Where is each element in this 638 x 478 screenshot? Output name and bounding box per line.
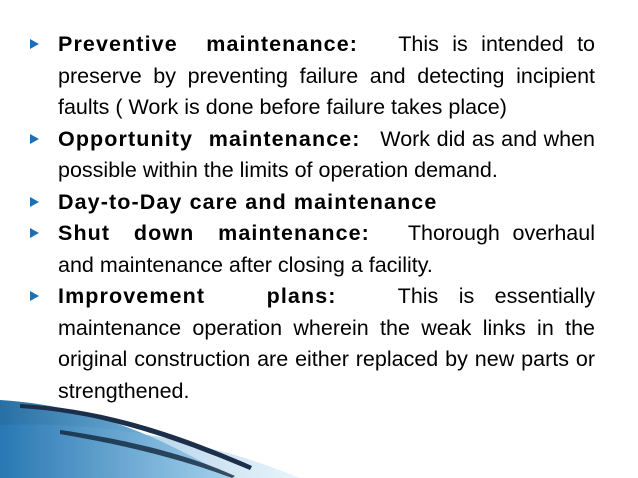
bullet-description: Thorough overhaul and maintenance after closing a facility. <box>58 221 595 277</box>
bullet-term: Shut down maintenance: <box>58 221 370 245</box>
bullet-improvement-plans <box>30 281 595 407</box>
bullet-arrow-icon <box>30 228 39 238</box>
bullet-term: Preventive maintenance: <box>58 32 359 56</box>
bullet-day-to-day-care <box>30 187 595 219</box>
bullet-description: This is essentially maintenance operation wherein the weak links in the original construction are either replaced by new parts or strengthened. <box>58 284 595 403</box>
bullet-list <box>30 29 595 407</box>
bullet-arrow-icon <box>30 39 39 49</box>
bullet-shut-down-maintenance <box>30 218 595 281</box>
bullet-arrow-icon <box>30 291 39 301</box>
bullet-description: Work did as and when possible within the limits of operation demand. <box>58 126 595 182</box>
bullet-arrow-icon <box>30 197 39 207</box>
bullet-term: Improvement plans: <box>58 284 337 308</box>
bullet-preventive-maintenance <box>30 29 595 124</box>
bullet-term: Day-to-Day care and maintenance <box>58 189 438 214</box>
bullet-term: Opportunity maintenance: <box>58 126 361 151</box>
bullet-opportunity-maintenance <box>30 124 595 187</box>
bullet-description: This is intended to preserve by preventing failure and detecting incipient faults ( Work is done before failure takes place) <box>58 32 596 119</box>
bullet-arrow-icon <box>30 134 39 144</box>
